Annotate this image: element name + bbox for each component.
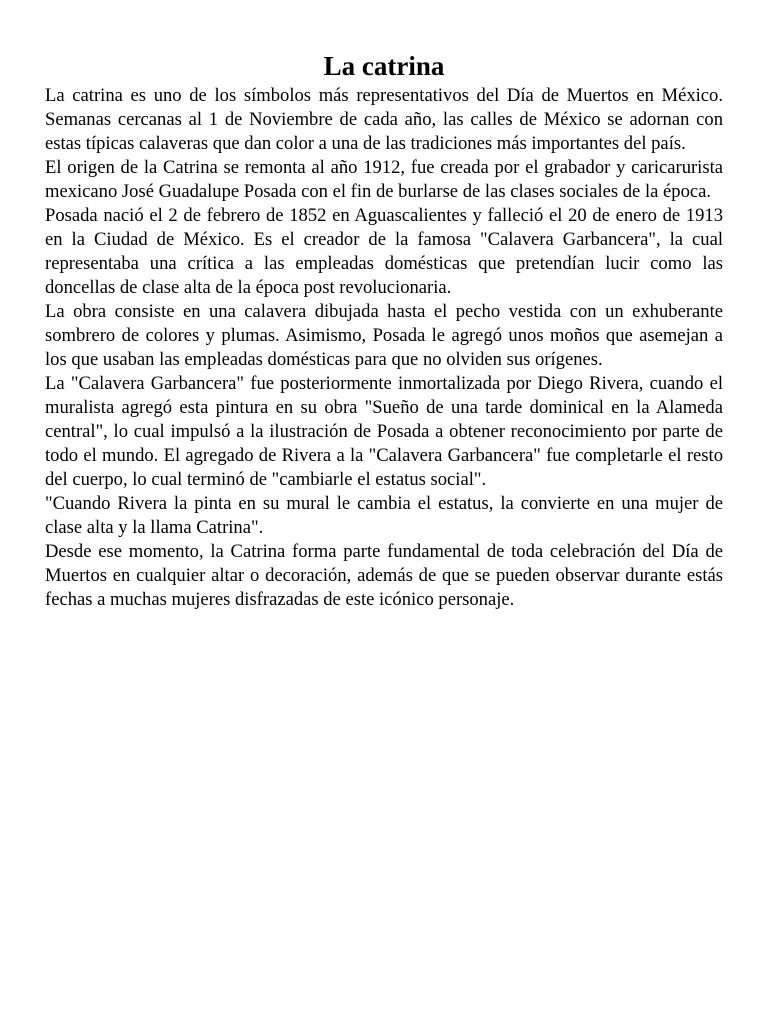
paragraph-diego-rivera: La "Calavera Garbancera" fue posteriormente inmortalizada por Diego Rivera, cuando el muralista agregó esta pintura en su obra "Sueño de una tarde dominical en la Alameda central", lo cual impulsó a la ilustración de Posada a obtener reconocimiento por parte de todo el mundo. El agregado de Rivera a la "Calavera Garbancera" fue completarle el resto del cuerpo, lo cual terminó de "cambiarle el estatus social".: [45, 373, 723, 490]
paragraph-artwork-description: La obra consiste en una calavera dibujada hasta el pecho vestida con un exhuberante sombrero de colores y plumas. Asimismo, Posada le agregó unos moños que asemejan a los que usaban las empleadas domésticas para que no olviden sus orígenes.: [45, 301, 723, 370]
document-title: La catrina: [323, 51, 445, 81]
paragraph-posada-biography: Posada nació el 2 de febrero de 1852 en Aguascalientes y falleció el 20 de enero de 1913 en la Ciudad de México. Es el creador de la famosa "Calavera Garbancera", la cual representaba una crítica a las empleadas domésticas que pretendían lucir como las doncellas de clase alta de la época post revolucionaria.: [45, 205, 723, 298]
document-page: [45, 48, 723, 612]
paragraph-catrina-symbol: La catrina es uno de los símbolos más representativos del Día de Muertos en México. Semanas cercanas al 1 de Noviembre de cada año, las calles de México se adornan con estas típicas calaveras que dan color a una de las tradiciones más importantes del país.: [45, 85, 723, 154]
paragraph-celebration: Desde ese momento, la Catrina forma parte fundamental de toda celebración del Día de Muertos en cualquier altar o decoración, además de que se pueden observar durante estás fechas a muchas mujeres disfrazadas de este icónico personaje.: [45, 541, 723, 610]
paragraph-origin: El origen de la Catrina se remonta al año 1912, fue creada por el grabador y caricarurista mexicano José Guadalupe Posada con el fin de burlarse de las clases sociales de la época.: [45, 157, 723, 202]
paragraph-rivera-quote: "Cuando Rivera la pinta en su mural le cambia el estatus, la convierte en una mujer de clase alta y la llama Catrina".: [45, 493, 723, 538]
